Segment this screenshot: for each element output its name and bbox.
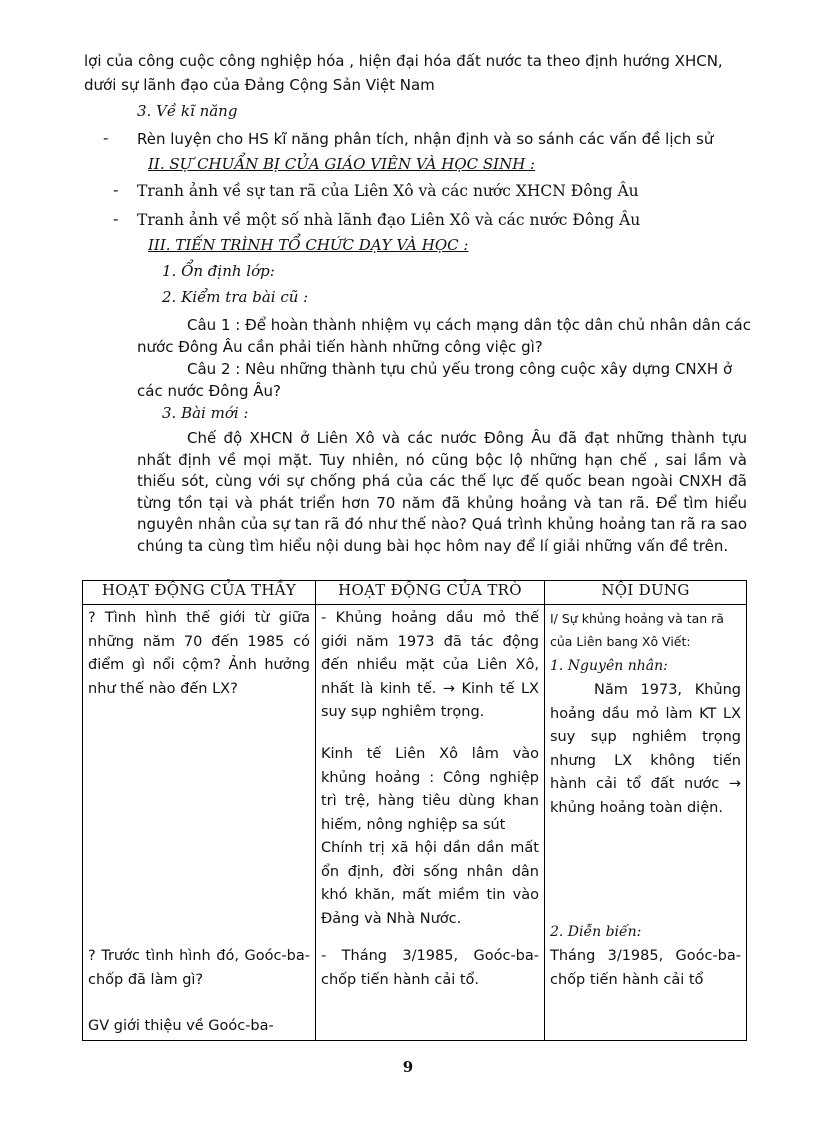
student-answer-3: Chính trị xã hội dần dần mất ổn định, đời sống nhân dân khó khăn, mất miềm tin vào Đảng và Nhà Nước. bbox=[321, 840, 539, 927]
student-cell bbox=[316, 605, 545, 1041]
content-text-2: Tháng 3/1985, Goóc-ba-chốp tiến hành cải tổ bbox=[550, 948, 741, 988]
section-3-heading: III. TIẾN TRÌNH TỔ CHỨC DẠY VÀ HỌC : bbox=[148, 236, 469, 254]
content-subheading-1: 1. Nguyên nhân: bbox=[550, 658, 668, 674]
page-number: 9 bbox=[402, 1058, 414, 1076]
table-header-row bbox=[83, 581, 747, 605]
step-3: 3. Bài mới : bbox=[162, 404, 249, 422]
question-1-line-1: Câu 1 : Để hoàn thành nhiệm vụ cách mạng dân tộc dân chủ nhân dân các bbox=[187, 316, 751, 334]
bullet-dash: - bbox=[113, 210, 119, 228]
question-2-line-2: các nước Đông Âu? bbox=[137, 382, 281, 400]
step-1: 1. Ổn định lớp: bbox=[162, 262, 275, 280]
bullet-dash: - bbox=[103, 129, 109, 147]
teacher-note: GV giới thiệu về Goóc-ba- bbox=[88, 1018, 274, 1034]
lesson-table bbox=[82, 580, 747, 1041]
header-student: HOẠT ĐỘNG CỦA TRÒ bbox=[316, 581, 545, 605]
student-answer-2: Kinh tế Liên Xô lâm vào khủng hoảng : Công nghiệp trì trệ, hàng tiêu dùng khan hiếm, nông nghiệp sa sút bbox=[321, 746, 539, 833]
intro-line-1: lợi của công cuộc công nghiệp hóa , hiện đại hóa đất nước ta theo định hướng XHCN, bbox=[84, 52, 723, 70]
content-title: I/ Sự khủng hoảng và tan rã của Liên bang Xô Viết: bbox=[550, 611, 724, 649]
section-2-item: Tranh ảnh về một số nhà lãnh đạo Liên Xô và các nước Đông Âu bbox=[137, 211, 641, 229]
intro-paragraph: Chế độ XHCN ở Liên Xô và các nước Đông Âu đã đạt những thành tựu nhất định về mọi mặt. Tuy nhiên, nó cũng bộc lộ những hạn chế , sai lầm và thiếu sót, cùng với sự chống phá của các thế lực đế quốc bean ngoài CNXH đã từng tồn tại và phát triển hơn 70 năm đã khủng hoảng và tan rã. Để tìm hiểu nguyên nhân của sự tan rã đó như thế nào? Quá trình khủng hoảng tan rã ra sao chúng ta cùng tìm hiểu nội dung bài học hôm nay để lí giải những vấn đề trên. bbox=[137, 429, 747, 555]
question-1-line-2: nước Đông Âu cần phải tiến hành những công việc gì? bbox=[137, 338, 543, 356]
step-2: 2. Kiểm tra bài cũ : bbox=[162, 288, 309, 306]
content-cell bbox=[545, 605, 747, 1041]
teacher-question-1: ? Tình hình thế giới từ giữa những năm 70 đến 1985 có điểm gì nổi cộm? Ảnh hưởng như thế nào đến LX? bbox=[88, 610, 310, 697]
header-content: NỘI DUNG bbox=[545, 581, 747, 605]
intro-line-2: dưới sự lãnh đạo của Đảng Cộng Sản Việt Nam bbox=[84, 76, 435, 94]
teacher-question-2: ? Trước tình hình đó, Goóc-ba-chốp đã làm gì? bbox=[88, 948, 310, 988]
student-answer-1: - Khủng hoảng dầu mỏ thế giới năm 1973 đã tác động đến nhiều mặt của Liên Xô, nhất là kinh tế. → Kinh tế LX suy sụp nghiêm trọng. bbox=[321, 610, 539, 720]
content-text-1: Năm 1973, Khủng hoảng dầu mỏ làm KT LX suy sụp nghiêm trọng nhưng LX không tiến hành cải tổ đất nước → khủng hoảng toàn diện. bbox=[550, 682, 741, 816]
bullet-dash: - bbox=[113, 181, 119, 199]
skills-bullet: Rèn luyện cho HS kĩ năng phân tích, nhận định và so sánh các vấn đề lịch sử bbox=[137, 130, 714, 148]
student-answer-4: - Tháng 3/1985, Goóc-ba-chốp tiến hành cải tổ. bbox=[321, 948, 539, 988]
section-2-heading: II. SỰ CHUẨN BỊ CỦA GIÁO VIÊN VÀ HỌC SINH : bbox=[148, 155, 536, 173]
content-subheading-2: 2. Diễn biến: bbox=[550, 924, 642, 940]
skills-heading: 3. Về kĩ năng bbox=[137, 102, 238, 120]
header-teacher: HOẠT ĐỘNG CỦA THẦY bbox=[83, 581, 316, 605]
table-row bbox=[83, 605, 747, 1041]
question-2-line-1: Câu 2 : Nêu những thành tựu chủ yếu trong công cuộc xây dựng CNXH ở bbox=[187, 360, 733, 378]
teacher-cell bbox=[83, 605, 316, 1041]
section-2-item: Tranh ảnh về sự tan rã của Liên Xô và các nước XHCN Đông Âu bbox=[137, 182, 639, 200]
